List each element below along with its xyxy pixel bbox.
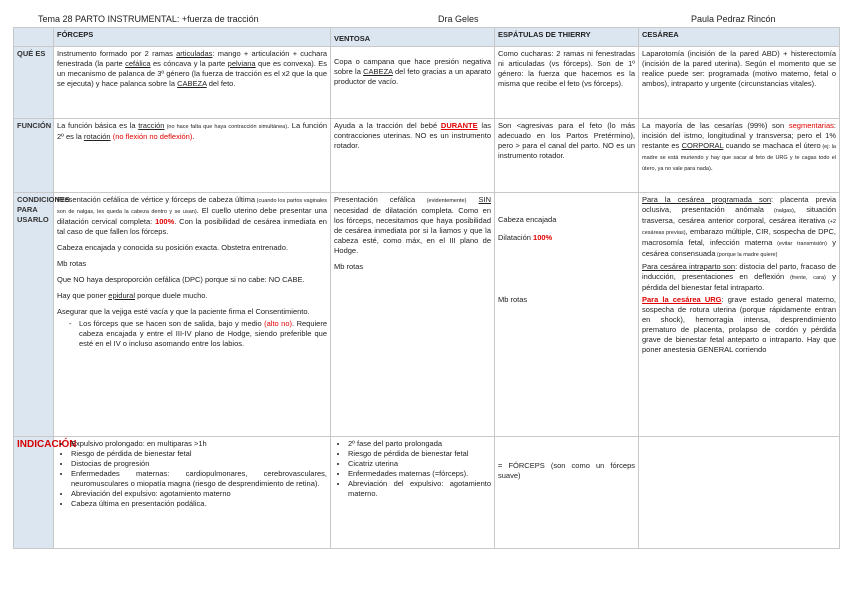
cell-condiciones-cesarea [639,193,840,437]
comparison-table [13,27,840,549]
text: Presentación cefálica [334,195,416,204]
row-label-funcion: FUNCIÓN [14,119,54,193]
text: y cesárea consensuada [642,238,836,258]
text: La función básica es la [57,121,139,130]
text: del feto. [206,79,236,88]
list-item: • Distocias de progresión [71,459,327,469]
cell-condiciones-ventosa [331,193,495,437]
text: del feto gracias a un aparato productor de vacío. [334,67,491,86]
cell-indicacion-forceps [54,437,331,549]
text-underlined: rotación [83,132,111,141]
list-item: • Enfermedades maternas: cardiopulmonares, cerebrovasculares, neuromusculares o miopatía magna (riesgo de desprendimiento de retina). [71,469,327,489]
text-small: (+2 cesáreas previas) [642,219,836,236]
text: Hay que poner [57,291,109,300]
text: : incisión del istmo, longitudinal y transversa; pero el 1% restante es [642,121,836,150]
text: : distocia del parto, fracaso de inducción, presentaciones en deflexión [642,262,836,281]
text-small: (nalgas) [763,208,794,214]
paragraph: Cabeza encajada y conocida su posición exacta. Obstetra entrenado. [57,243,288,252]
cell-indicacion-cesarea [639,437,840,549]
cell-condiciones-espatulas [495,193,639,437]
text: . La función 2º es la [57,121,327,141]
cell-indicacion-ventosa [331,437,495,549]
text-red: (alto no) [264,319,293,328]
text: y pérdida del bienestar fetal intraparto. [642,272,836,292]
text-underlined: Para la cesárea programada son [642,195,772,204]
row-funcion [14,119,840,193]
text: , embarazo múltiple, CIR, sospecha de DPC, macrosomía fetal, infección materna [642,227,836,247]
text-underlined: CORPORAL [681,141,724,150]
cell-condiciones-forceps [54,193,331,437]
list-item: • Abreviación del expulsivo: agotamiento materno [71,489,327,499]
text-red: 100% [533,233,553,242]
text: . El cuello uterino debe presentar una dilatación cervical completa: [57,206,327,226]
cell-que-es-ventosa [331,47,495,119]
text-small: (porque la madre quiere) [715,252,778,258]
cell-que-es-espatulas: Como cucharas: 2 ramas ni fenestradas ni articuladas (vs fórceps). Son de 1º género: la fuerza que hacemos es la misma que recibe el feto (vs fórceps). [495,47,639,119]
col-header-cesarea: CESÁREA [639,28,840,47]
text-underlined: SIN [478,195,491,204]
text: cuando se machaca el útero [723,141,821,150]
column-header-row [14,28,840,47]
row-label-condiciones: CONDICIONES PARA USARLO [14,193,54,437]
text: Los fórceps que se hacen son de salida, bajo y medio [79,319,265,328]
paragraph: Cabeza encajada [498,215,557,224]
text: porque duele mucho. [134,291,208,300]
list-item: • Abreviación del expulsivo: agotamiento materno. [348,479,491,499]
cell-que-es-cesarea: Laparotomía (incisión de la pared ABD) + histerectomía (incisión de la pared uterina). Según el momento que se realice puede ser: programada (motivo materno, fetal o ambos), intraparto y urgente (circunstancias vitales). [639,47,840,119]
row-label-que-es: QUÉ ES [14,47,54,119]
text: . Requiere cabeza encajada y entre el III-IV plano de Hodge, siendo preferible que esté en el IV o incluso asomando entre los labios. [79,319,328,348]
text: : mango + articulación + cuchara fenestrada (la parte [57,49,327,68]
row-condiciones [14,193,840,437]
text: Presentación cefálica de vértice y fórceps de cabeza última [57,195,256,204]
text: . [192,132,195,141]
text-underlined: Para cesárea intraparto son [642,262,736,271]
text: Copa o campana que hace presión negativa sobre la [334,57,491,76]
row-label-indicacion: INDICACIÓN [14,437,54,549]
text: que es convexa). Es un mecanismo de palanca de 3º género (la fuerza de tracción es el x2 que la que se ejecuta) y hace palanca sobre la [57,59,327,88]
text-underlined: pelviana [227,59,256,68]
row-que-es [14,47,840,119]
text: , situación trasversa, cesárea anterior corporal, cesárea iterativa [642,205,836,225]
paragraph [642,195,836,260]
text-red: 100% [155,217,175,226]
list-item: • Riesgo de pérdida de bienestar fetal [71,449,327,459]
cell-funcion-ventosa [331,119,495,193]
corner-cell [14,28,54,47]
text-red: segmentarias [788,121,834,130]
text: La mayoría de las cesarías (99%) son [642,121,789,130]
paragraph: Que NO haya desproporción cefálica (DPC) porque si no cabe: NO CABE. [57,275,305,284]
list-item: • Expulsivo prolongado: en multiparas >1h [71,439,327,449]
text-underlined: articuladas [176,49,213,58]
cell-funcion-forceps [54,119,331,193]
list-item: • Cicatriz uterina [348,459,491,469]
text-small: (cuando los partos vaginales son de nalgas, les queda la cabeza dentro y se usan) [57,198,327,215]
text: : grave estado general materno, sospecha de rotura uterina (porque rápidamente entran en shock), hemorragia intensa, desprendimiento prematuro de placenta, prolapso de cordón y pérdida grave de bienestar fetal anteparto o intraparto. Hay que poner anestesia GENERAL corriendo [642,295,836,354]
text-red: DURANTE [440,121,478,130]
text-underlined: tracción [138,121,165,130]
paragraph [57,195,327,237]
doc-topic: Tema 28 PARTO INSTRUMENTAL: +fuerza de tracción [38,14,259,24]
text-small: (ej: la madre se está muriendo y hay que sacar al feto de URG y te cagas todo el útero, ya no vale para nada) [642,144,836,172]
text-red-underlined: Para la cesárea URG [642,295,722,304]
text: : placenta previa oclusiva, presentación anómala [642,195,836,214]
text-red: (no flexión no deflexión) [110,132,193,141]
list-item [79,319,327,349]
cell-funcion-espatulas: Son <agresivas para el feto (lo más adecuado en los Partos Pretérmino), pero > para el canal del parto. NO es un instrumento rotador. [495,119,639,193]
paragraph [498,233,635,243]
paragraph [57,291,327,301]
paragraph: Mb rotas [57,259,87,268]
text: Instrumento formado por 2 ramas [57,49,177,58]
cell-indicacion-espatulas: = FÓRCEPS (son como un fórceps suave) [495,437,639,549]
text: las contracciones uterinas. NO es un instrumento rotador. [334,121,491,150]
list-item: • Riesgo de pérdida de bienestar fetal [348,449,491,459]
paragraph [642,262,836,293]
doc-professor: Dra Geles [438,14,479,24]
col-header-forceps: FÓRCEPS [54,28,331,47]
paragraph [642,295,836,355]
text: . Con la posibilidad de cesárea inmediata en tal caso de que fallen los fórceps. [57,217,327,236]
col-header-ventosa: VENTOSA [331,28,495,47]
text: necesidad de dilatación completa. Como en los fórceps, necesitamos que haya posibilidad de cesárea inmediata por si la liamos y que la cabeza esté, como máx, en el III plano de Hodge. [334,206,491,255]
list-item: • Enfermedades maternas (=fórceps). [348,469,491,479]
text-underlined: CABEZA [177,79,207,88]
doc-author: Paula Pedraz Rincón [691,14,776,24]
col-header-espatulas: ESPÁTULAS DE THIERRY [495,28,639,47]
list-item: • Cabeza última en presentación podálica. [71,499,327,509]
list-item: • 2º fase del parto prolongada [348,439,491,449]
paragraph: Mb rotas [498,295,528,304]
cell-que-es-forceps [54,47,331,119]
text: Dilatación [498,233,534,242]
dash-list [57,319,327,349]
cell-funcion-cesarea [639,119,840,193]
text-small: (evitar transmisión) [772,241,827,247]
text: Ayuda a la tracción del bebé [334,121,441,130]
paragraph: Mb rotas [334,262,364,271]
text-small: (frente, cara) [784,275,826,281]
text: . [710,163,713,172]
paragraph [334,195,491,256]
text-small: (evidentemente) [415,198,467,204]
text-underlined: cefálica [125,59,151,68]
bullet-list [334,439,491,499]
text-underlined: CABEZA [363,67,393,76]
text: es cóncava y la parte [150,59,228,68]
row-indicacion [14,437,840,549]
bullet-list [57,439,327,509]
text-small: (no hace falta que haya contracción simultánea) [164,124,288,130]
text-underlined: epidural [108,291,135,300]
paragraph: Asegurar que la vejiga esté vacía y que la paciente firma el Consentimiento. [57,307,310,316]
